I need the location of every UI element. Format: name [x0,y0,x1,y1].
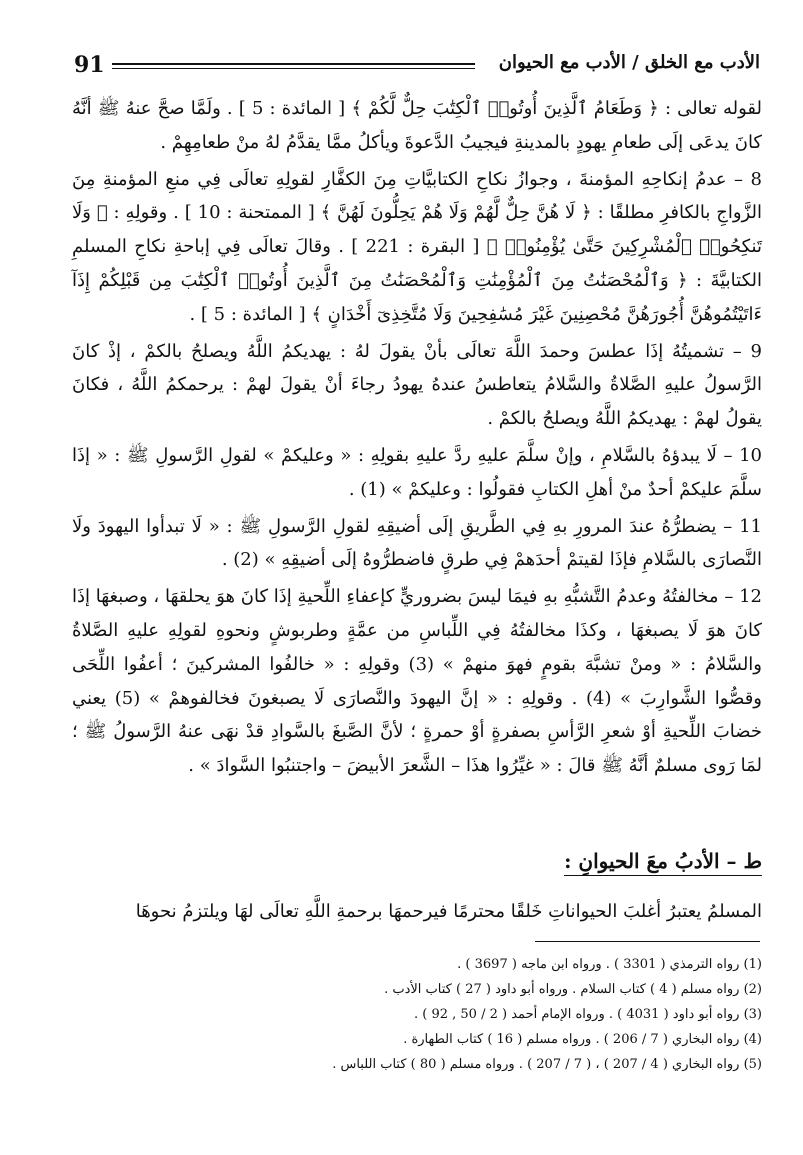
section-first-line: المسلمُ يعتبرُ أغلبَ الحيواناتِ خَلقًا محترمًا فيرحمهَا برحمةِ اللَّهِ تعالَى لهَا ويلتزمُ نحوهَا [135,901,762,922]
section-heading-text: ط – الأدبُ معَ الحيوانِ : [564,849,762,876]
main-text [72,92,762,786]
paragraph: 9 – تشميتُهُ إذَا عطسَ وحمدَ اللَّهَ تعالَى بأنْ يقولَ لهُ : يهديكمُ اللَّهُ ويصلحُ بالكمْ ، إذْ كانَ الرَّسولُ عليهِ الصَّلاةُ والسَّلامُ يتعاطسُ عندهُ يهودُ رجاءَ أنْ يقولَ لهمْ : يرحمكمُ اللَّهُ ، فكانَ يقولُ لهمْ : يهديكمُ اللَّهُ ويصلحُ بالكمْ . [72,340,762,430]
running-title: الأدب مع الخلق / الأدب مع الحيوان [498,52,760,73]
page-number: 91 [74,52,105,78]
footnote: (2) رواه مسلم ( 4 ) كتاب السلام . ورواه أبو داود ( 27 ) كتاب الأدب . [384,982,762,997]
paragraph: 8 – عدمُ إنكاحِهِ المؤمنةَ ، وجوازُ نكاحِ الكتابيَّاتِ مِنَ الكفَّارِ لقولِهِ تعالَى فِي منعِ المؤمنةِ مِنَ الزَّواجِ بالكافرِ مطلقًا : ﴿ لَا هُنَّ حِلٌّ لَّهُمْ وَلَا هُمْ يَحِلُّونَ لَهُنَّ ﴾ [ الممتحنة : 10 ] . وقولِهِ : ﴿ وَلَا تَنكِحُوا۟ ٱلْمُشْرِكِينَ حَتَّىٰ يُؤْمِنُوا۟ ﴾ [ البقرة : 221 ] . وقالَ تعالَى فِي إباحةِ نكاحِ المسلمِ الكتابيَّةَ : ﴿ وَٱلْمُحْصَنَٰتُ مِنَ ٱلْمُؤْمِنَٰتِ وَٱلْمُحْصَنَٰتُ مِنَ ٱلَّذِينَ أُوتُوا۟ ٱلْكِتَٰبَ مِن قَبْلِكُمْ إِذَآ ءَاتَيْتُمُوهُنَّ أُجُورَهُنَّ مُحْصِنِينَ غَيْرَ مُسَٰفِحِينَ وَلَا مُتَّخِذِىٓ أَخْدَانٍ ﴾ [ المائدة : 5 ] . [72,168,762,325]
section-heading [72,849,762,873]
footnote: (5) رواه البخاري ( 4 / 207 ) ، ( 7 / 207 ) . ورواه مسلم ( 80 ) كتاب اللباس . [332,1057,762,1072]
footnotes [72,952,762,1077]
paragraph: 11 – يضطرُّهُ عندَ المرورِ بهِ فِي الطَّريقِ إلَى أضيقِهِ لقولِ الرَّسولِ ﷺ : « لَا تبدأوا اليهودَ ولَا النَّصارَى بالسَّلامِ فإذَا لقيتمْ أحدَهمْ فِي طرقٍ فاضطرُّوهُ إلَى أضيقِهِ » (2) . [72,515,762,571]
footnote: (1) رواه الترمذي ( 3301 ) . ورواه ابن ماجه ( 3697 ) . [457,957,762,972]
footnote: (4) رواه البخاري ( 7 / 206 ) . ورواه مسلم ( 16 ) كتاب الطهارة . [403,1032,762,1047]
header-rule [112,63,475,69]
page-header [74,52,760,92]
footnote-rule [535,941,760,942]
paragraph: لقوله تعالى : ﴿ وَطَعَامُ ٱلَّذِينَ أُوتُوا۟ ٱلْكِتَٰبَ حِلٌّ لَّكُمْ ﴾ [ المائدة : 5 ] . ولَمَّا صحَّ عنهُ ﷺ أنَّهُ كانَ يدعَى إلَى طعامِ يهودٍ بالمدينةِ فيجيبُ الدَّعوةَ ويأكلُ ممَّا يقدَّمُ لهُ منْ طعامِهِمْ . [72,98,762,153]
footnote: (3) رواه أبو داود ( 4031 ) . ورواه الإمام أحمد ( 2 / 50 , 92 ) . [413,1007,762,1022]
paragraph: 12 – مخالفتُهُ وعدمُ التَّشبُّهِ بهِ فيمَا ليسَ بضروريٍّ كإعفاءِ اللِّحيةِ إذَا كانَ هوَ يحلقهَا ، وصبغهَا إذَا كانَ هوَ لَا يصبغهَا ، وكذَا مخالفتُهُ فِي اللِّباسِ من عمَّةٍ وطربوشٍ ونحوهِ لقولِهِ عليهِ الصَّلاةُ والسَّلامُ : « ومنْ تشبَّهَ بقومٍ فهوَ منهمْ » (3) وقولِهِ : « خالفُوا المشركينَ ؛ أعفُوا اللِّحَى وقصُّوا الشَّوارِبَ » (4) . وقولِهِ : « إنَّ اليهودَ والنَّصارَى لَا يصبغونَ فخالفوهمْ » (5) يعني خضابَ اللِّحيةِ أوْ شعرِ الرَّأسِ بصفرةٍ أوْ حمرةٍ ؛ لأنَّ الصَّبغَ بالسَّوادِ قدْ نهَى عنهُ الرَّسولُ ﷺ ؛ لمَا رَوى مسلمٌ أنَّهُ ﷺ قالَ : « غيِّرُوا هذَا – الشَّعرَ الأبيضَ – واجتنبُوا السَّوادَ » . [72,586,762,777]
paragraph: 10 – لَا يبدؤهُ بالسَّلامِ ، وإنْ سلَّمَ عليهِ ردَّ عليهِ بقولِهِ : « وعليكمْ » لقولِ الرَّسولِ ﷺ : « إذَا سلَّمَ عليكمْ أحدٌ منْ أهلِ الكتابِ فقولُوا : وعليكمْ » (1) . [72,444,762,500]
